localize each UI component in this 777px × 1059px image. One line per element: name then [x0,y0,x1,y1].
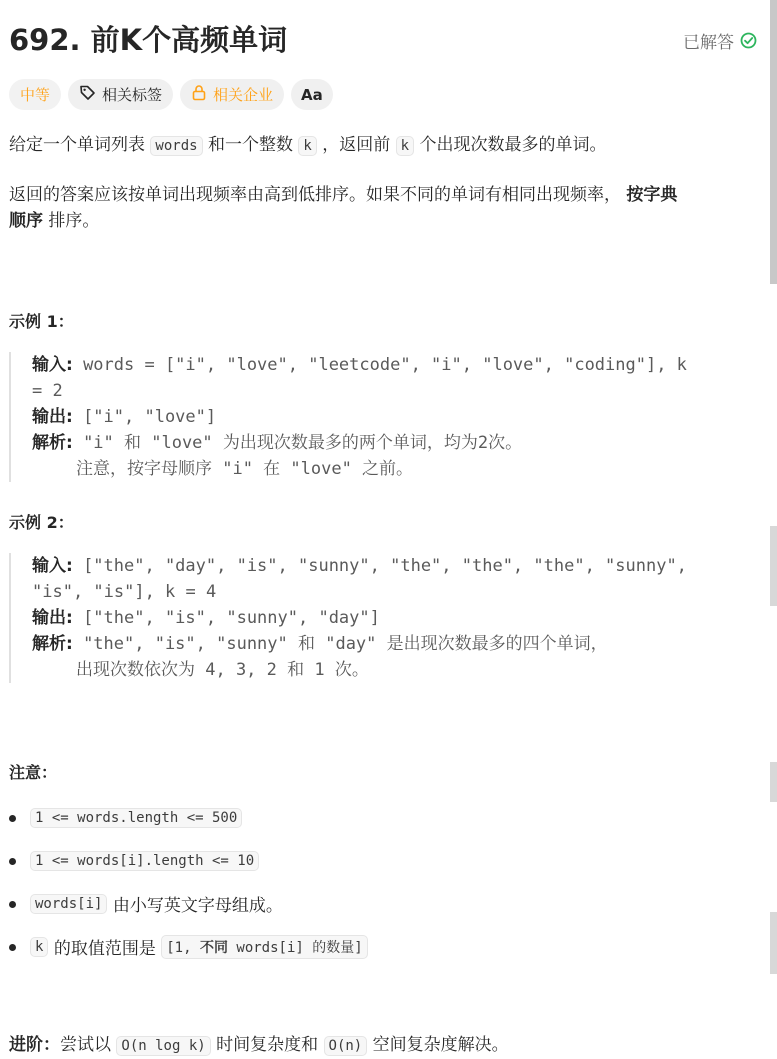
output-label: 输出: [32,407,73,427]
follow-up-text: 时间复杂度和 [216,1035,319,1055]
follow-up-label: 进阶： [9,1035,60,1055]
inline-code: 1 <= words.length <= 500 [30,808,242,828]
desc-bold: 按字典 [626,185,678,205]
solved-status [683,28,757,53]
code-bold: 不同 [199,939,228,956]
inline-code: k [298,136,316,156]
list-item [9,925,368,968]
example-2-block [9,553,757,683]
example-2-output: ["the", "is", "sunny", "day"] [83,608,380,628]
constraints-list [9,796,368,968]
inline-code: 1 <= words[i].length <= 10 [30,851,259,871]
example-1-explanation-cont: 注意，按字母顺序 "i" 在 "love" 之前。 [76,459,414,479]
list-item [9,796,368,839]
inline-code: k [30,937,48,957]
scrollbar[interactable] [770,0,777,1057]
difficulty-label: 中等 [20,86,51,104]
check-circle-icon [740,32,757,49]
example-1-output: ["i", "love"] [83,407,217,427]
code-part: [1, [166,939,200,956]
scrollbar-marker [770,762,777,802]
example-1-heading: 示例 1： [9,312,74,331]
scrollbar-thumb[interactable] [770,0,777,284]
related-companies-label: 相关企业 [213,86,274,104]
constraint-text: 的取值范围是 [53,939,156,959]
desc-text: 排序。 [48,211,100,231]
inline-code: words[i] [30,894,107,914]
translate-icon: Aa [301,85,323,104]
notes-heading: 注意： [9,763,58,782]
inline-code: O(n log k) [116,1036,210,1056]
inline-code [161,935,367,959]
example-2-explanation-cont: 出现次数依次为 4, 3, 2 和 1 次。 [76,660,369,680]
example-1-input: words = ["i", "love", "leetcode", "i", "love", "coding"], k [83,355,687,375]
desc-text: 个出现次数最多的单词。 [419,135,607,155]
description-paragraph-1 [9,132,606,159]
related-topics-label: 相关标签 [102,86,163,104]
follow-up [9,1032,509,1059]
list-item [9,882,368,925]
tag-row [9,79,333,110]
desc-text: 给定一个单词列表 [9,135,145,155]
example-1-block [9,352,757,482]
example-1-input-cont: = 2 [32,381,63,401]
inline-code: O(n) [324,1036,368,1056]
desc-text: ，返回前 [322,135,391,155]
example-1-explanation: "i" 和 "love" 为出现次数最多的两个单词，均为2次。 [83,433,523,453]
follow-up-text: 空间复杂度解决。 [372,1035,509,1055]
example-2-input: ["the", "day", "is", "sunny", "the", "the", "the", "sunny", [83,556,687,576]
title-row [9,18,757,62]
example-2-input-cont: "is", "is"], k = 4 [32,582,217,602]
inline-code: k [396,136,414,156]
input-label: 输入: [32,556,73,576]
desc-text: 返回的答案应该按单词出现频率由高到低排序。如果不同的单词有相同出现频率， [9,185,621,205]
example-2-explanation: "the", "is", "sunny" 和 "day" 是出现次数最多的四个单词， [83,634,608,654]
inline-code: words [150,136,202,156]
scrollbar-marker [770,526,777,606]
translate-button[interactable] [291,79,333,110]
scrollbar-marker [770,912,777,974]
input-label: 输入: [32,355,73,375]
related-companies-button[interactable] [180,79,284,110]
explanation-label: 解析: [32,634,73,654]
related-topics-button[interactable] [68,79,173,110]
constraint-text: 由小写英文字母组成。 [112,896,283,916]
description-paragraph-2 [9,182,739,234]
desc-bold: 顺序 [9,211,43,231]
problem-title: 692. 前K个高频单词 [9,23,288,57]
output-label: 输出: [32,608,73,628]
list-item [9,839,368,882]
example-2-heading: 示例 2： [9,513,74,532]
desc-text: 和一个整数 [207,135,293,155]
tag-icon [79,84,96,105]
explanation-label: 解析: [32,433,73,453]
follow-up-text: 尝试以 [60,1035,111,1055]
difficulty-badge[interactable] [9,79,61,110]
code-part: words[i] 的数量] [227,939,363,956]
solved-label: 已解答 [683,33,734,53]
lock-icon [191,84,207,105]
